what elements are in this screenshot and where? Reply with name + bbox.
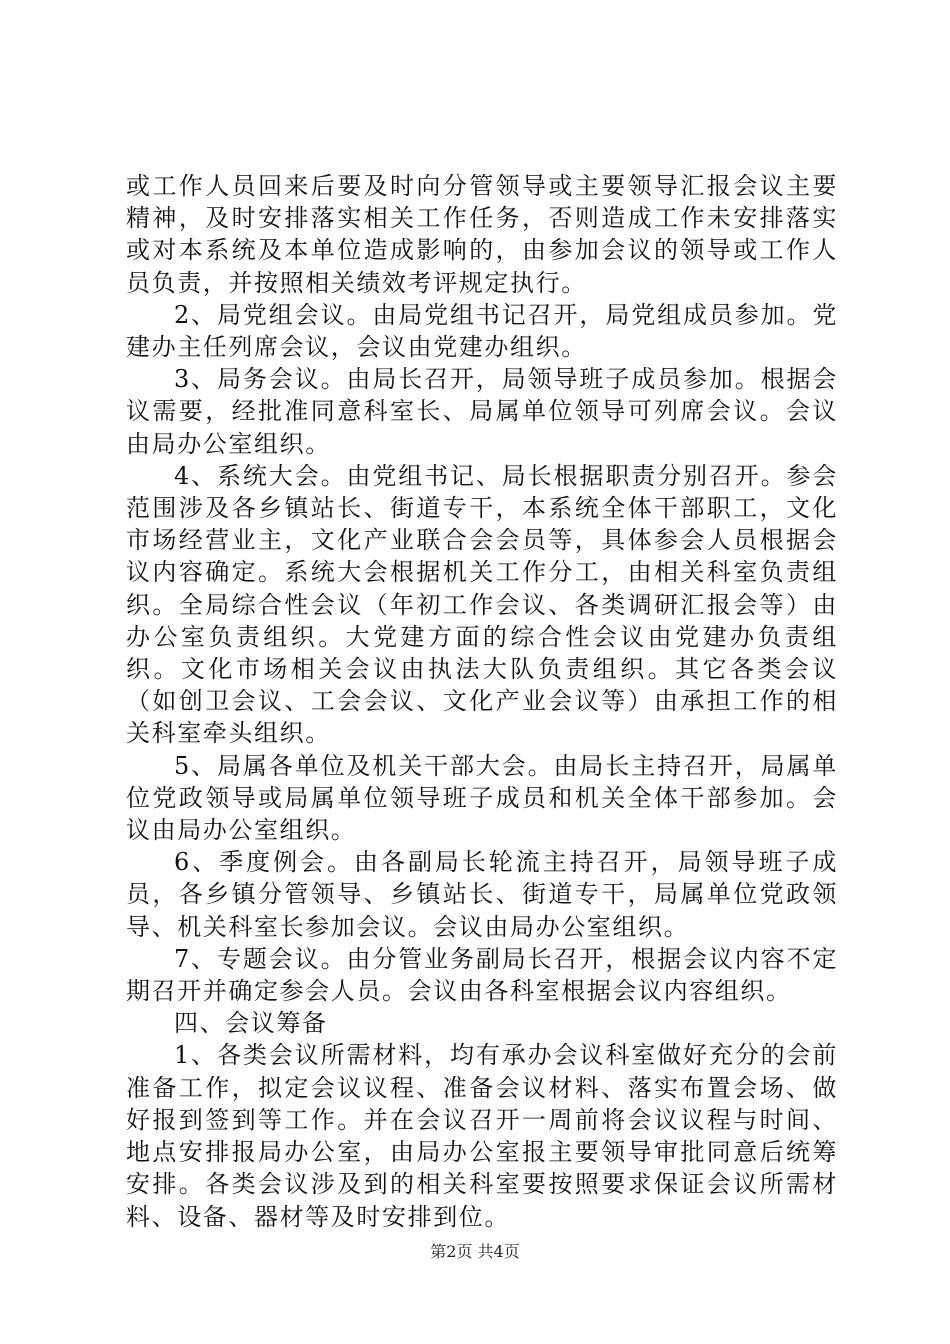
page-number-footer: 第2页 共4页 [430,1242,520,1261]
paragraph-special-meeting: 7、专题会议。由分管业务副局长召开，根据会议内容不定期召开并确定参会人员。会议由各科室根据会议内容组织。 [126,944,838,1006]
paragraph-meeting-materials: 1、各类会议所需材料，均有承办会议科室做好充分的会前准备工作，拟定会议议程、准备会议材料、落实布置会场、做好报到签到等工作。并在会议召开一周前将会议议程与时间、地点安排报局办公室，由局办公室报主要领导审批同意后统筹安排。各类会议涉及到的相关科室要按照要求保证会议所需材料、设备、器材等及时安排到位。 [126,1041,838,1231]
document-body [126,170,838,1233]
paragraph-bureau-affairs-meeting: 3、局务会议。由局长召开，局领导班子成员参加。根据会议需要，经批准同意科室长、局属单位领导可列席会议。会议由局办公室组织。 [126,365,838,458]
paragraph-system-conference: 4、系统大会。由党组书记、局长根据职责分别召开。参会范围涉及各乡镇站长、街道专干，本系统全体干部职工，文化市场经营业主，文化产业联合会会员等，具体参会人员根据会议内容确定。系统大会根据机关工作分工，由相关科室负责组织。全局综合性会议（年初工作会议、各类调研汇报会等）由办公室负责组织。大党建方面的综合性会议由党建办负责组织。文化市场相关会议由执法大队负责组织。其它各类会议（如创卫会议、工会会议、文化产业会议等）由承担工作的相关科室牵头组织。 [126,461,838,748]
section-heading-meeting-preparation: 四、会议筹备 [174,1009,328,1038]
paragraph-quarterly-meeting: 6、季度例会。由各副局长轮流主持召开，局领导班子成员，各乡镇分管领导、乡镇站长、街道专干，局属单位党政领导、机关科室长参加会议。会议由局办公室组织。 [126,848,838,941]
paragraph-party-group-meeting: 2、局党组会议。由局党组书记召开，局党组成员参加。党建办主任列席会议，会议由党建办组织。 [126,300,838,362]
paragraph-cadre-conference: 5、局属各单位及机关干部大会。由局长主持召开，局属单位党政领导或局属单位领导班子成员和机关全体干部参加。会议由局办公室组织。 [126,751,838,845]
paragraph-continuation: 或工作人员回来后要及时向分管领导或主要领导汇报会议主要精神，及时安排落实相关工作任务，否则造成工作未安排落实或对本系统及本单位造成影响的，由参加会议的领导或工作人员负责，并按照相关绩效考评规定执行。 [126,172,838,297]
